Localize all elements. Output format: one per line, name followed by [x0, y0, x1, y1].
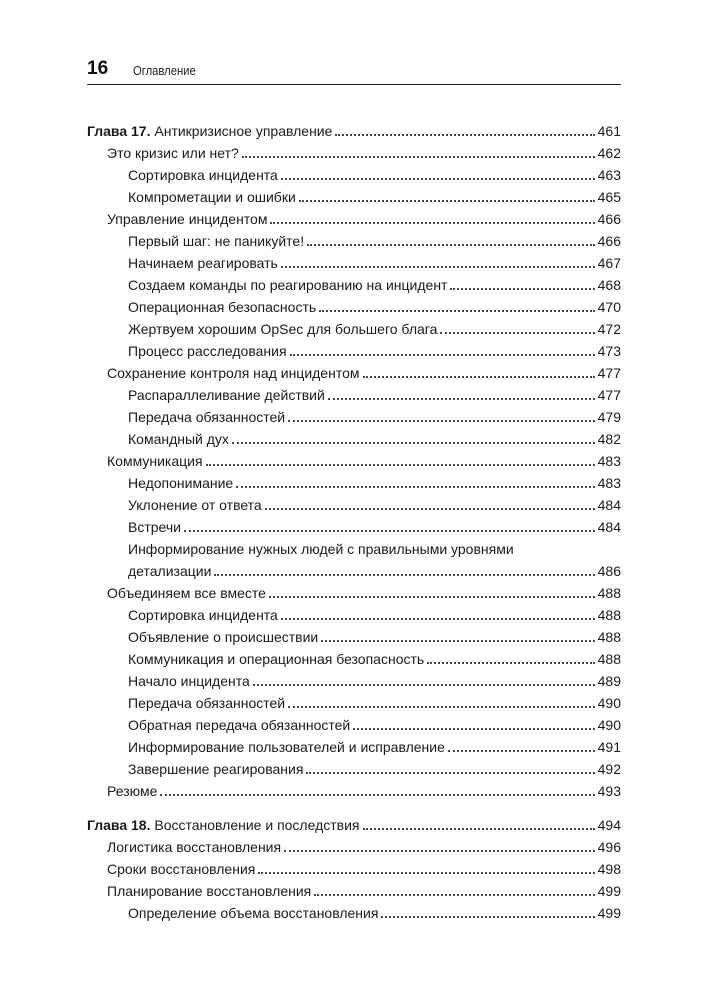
running-title: Оглавление [133, 64, 196, 78]
toc-entry[interactable] [87, 404, 621, 426]
toc-entry[interactable] [87, 250, 621, 272]
dot-leader [307, 244, 595, 246]
dot-leader [281, 266, 595, 268]
dot-leader [290, 354, 595, 356]
entry-title: Передача обязанностей [128, 695, 286, 711]
page-ref: 488 [597, 651, 621, 667]
toc-entry[interactable] [87, 580, 621, 602]
page-ref: 470 [597, 299, 621, 315]
dot-leader [284, 850, 595, 852]
dot-leader [253, 684, 595, 686]
toc-entry[interactable] [87, 668, 621, 690]
page-ref: 483 [597, 453, 621, 469]
page-ref: 483 [597, 475, 621, 491]
entry-title: Коммуникация и операционная безопасность [128, 651, 425, 667]
dot-leader [265, 508, 595, 510]
page-ref: 499 [597, 905, 621, 921]
entry-title: Начинаем реагировать [128, 255, 278, 271]
page-ref: 488 [597, 585, 621, 601]
toc-entry[interactable] [87, 228, 621, 250]
page-ref: 484 [597, 519, 621, 535]
entry-title: Сохранение контроля над инцидентом [107, 365, 360, 381]
toc-entry[interactable] [87, 756, 621, 778]
dot-leader [288, 420, 595, 422]
page-ref: 493 [597, 783, 621, 799]
dot-leader [160, 794, 594, 796]
toc-entry[interactable] [87, 856, 621, 878]
entry-title: Объявление о происшествии [128, 629, 319, 645]
toc-entry[interactable] [87, 338, 621, 360]
dot-leader [448, 750, 595, 752]
toc-entry[interactable] [87, 690, 621, 712]
dot-leader [314, 894, 594, 896]
dot-leader [427, 662, 594, 664]
dot-leader [319, 310, 594, 312]
page-ref: 465 [597, 189, 621, 205]
page-ref: 489 [597, 673, 621, 689]
page-ref: 486 [597, 563, 621, 579]
toc-entry[interactable] [87, 382, 621, 404]
toc-entry[interactable] [87, 834, 621, 856]
page-ref: 482 [597, 431, 621, 447]
dot-leader [206, 464, 595, 466]
page-ref: 472 [597, 321, 621, 337]
entry-title: Недопонимание [128, 475, 234, 491]
chapter-title: Антикризисное управление [154, 123, 333, 139]
page-ref: 490 [597, 695, 621, 711]
toc-chapter-18[interactable] [87, 812, 621, 834]
dot-leader [321, 640, 594, 642]
entry-title: Управление инцидентом [107, 211, 268, 227]
toc-entry[interactable] [87, 624, 621, 646]
page-ref: 461 [597, 123, 621, 139]
entry-title: Планирование восстановления [107, 883, 312, 899]
page-ref: 468 [597, 277, 621, 293]
dot-leader [270, 222, 594, 224]
page-ref: 477 [597, 387, 621, 403]
entry-title: Сортировка инцидента [128, 607, 278, 623]
toc-entry[interactable] [87, 360, 621, 382]
dot-leader [269, 596, 595, 598]
chapter-label: Глава 17. [87, 123, 151, 139]
page-ref: 466 [597, 211, 621, 227]
toc-entry[interactable] [87, 206, 621, 228]
page-ref: 498 [597, 861, 621, 877]
entry-title: Распараллеливание действий [128, 387, 325, 403]
entry-title: Сроки восстановления [107, 861, 256, 877]
dot-leader [232, 442, 595, 444]
entry-title: Сортировка инцидента [128, 167, 278, 183]
toc-entry[interactable] [87, 272, 621, 294]
toc-entry[interactable] [87, 140, 621, 162]
toc-entry[interactable] [87, 316, 621, 338]
dot-leader [214, 574, 594, 576]
entry-title: Начало инцидента [128, 673, 250, 689]
toc-entry[interactable] [87, 712, 621, 734]
entry-title: Завершение реагирования [128, 761, 304, 777]
entry-title: Обратная передача обязанностей [128, 717, 351, 733]
toc-entry[interactable] [87, 470, 621, 492]
dot-leader [299, 200, 595, 202]
page-ref: 491 [597, 739, 621, 755]
dot-leader [363, 376, 595, 378]
dot-leader [440, 332, 594, 334]
toc-entry[interactable] [87, 734, 621, 756]
dot-leader [288, 706, 595, 708]
chapter-title: Восстановление и последствия [154, 817, 360, 833]
entry-title: Уклонение от ответа [128, 497, 262, 513]
toc-entry[interactable] [87, 878, 621, 900]
toc-entry[interactable] [87, 514, 621, 536]
page-ref: 463 [597, 167, 621, 183]
entry-title: Встречи [128, 519, 181, 535]
entry-title: Операционная безопасность [128, 299, 317, 315]
entry-title: Объединяем все вместе [107, 585, 266, 601]
entry-title: Коммуникация [107, 453, 203, 469]
toc-entry[interactable] [87, 162, 621, 184]
toc-entry[interactable] [87, 646, 621, 668]
page-ref: 494 [597, 817, 621, 833]
dot-leader [328, 398, 595, 400]
entry-title: Жертвуем хорошим OpSec для большего блага [128, 321, 438, 337]
page-ref: 488 [597, 629, 621, 645]
entry-title: Первый шаг: не паникуйте! [128, 233, 305, 249]
toc-entry[interactable] [87, 778, 621, 800]
page-ref: 492 [597, 761, 621, 777]
entry-title: Это кризис или нет? [107, 145, 239, 161]
toc-entry[interactable] [87, 558, 621, 580]
entry-title: Компрометации и ошибки [128, 189, 296, 205]
entry-title: Командный дух [128, 431, 229, 447]
page-ref: 466 [597, 233, 621, 249]
page-number: 16 [87, 58, 109, 79]
dot-leader [381, 916, 594, 918]
entry-title: детализации [128, 563, 212, 579]
page-ref: 488 [597, 607, 621, 623]
dot-leader [363, 828, 595, 830]
dot-leader [281, 178, 595, 180]
page-ref: 490 [597, 717, 621, 733]
dot-leader [281, 618, 595, 620]
toc-chapter-17[interactable] [87, 118, 621, 140]
entry-title: Процесс расследования [128, 343, 287, 359]
dot-leader [258, 872, 594, 874]
dot-leader [335, 134, 594, 136]
entry-title: Создаем команды по реагированию на инцидент [128, 277, 448, 293]
dot-leader [306, 772, 594, 774]
toc-entry[interactable] [87, 294, 621, 316]
page-header [87, 56, 621, 85]
dot-leader [184, 530, 595, 532]
entry-title: Логистика восстановления [107, 839, 282, 855]
dot-leader [236, 486, 594, 488]
page-ref: 477 [597, 365, 621, 381]
toc-entry[interactable] [87, 900, 621, 922]
page-ref: 499 [597, 883, 621, 899]
entry-title: Информирование пользователей и исправление [128, 739, 445, 755]
page-ref: 467 [597, 255, 621, 271]
page-ref: 473 [597, 343, 621, 359]
toc-entry[interactable] [87, 492, 621, 514]
entry-title: Определение объема восстановления [128, 905, 379, 921]
entry-title: Передача обязанностей [128, 409, 286, 425]
entry-title: Резюме [107, 783, 158, 799]
toc-entry[interactable] [87, 426, 621, 448]
page-ref: 479 [597, 409, 621, 425]
dot-leader [353, 728, 594, 730]
toc-entry[interactable] [87, 602, 621, 624]
toc-entry[interactable] [87, 448, 621, 470]
page-ref: 484 [597, 497, 621, 513]
chapter-label: Глава 18. [87, 817, 151, 833]
toc-entry-wrapped-line1[interactable]: Информирование нужных людей с правильными уровнями [128, 541, 514, 557]
toc-entry[interactable] [87, 184, 621, 206]
dot-leader [450, 288, 594, 290]
page-ref: 496 [597, 839, 621, 855]
page-ref: 462 [597, 145, 621, 161]
dot-leader [242, 156, 595, 158]
